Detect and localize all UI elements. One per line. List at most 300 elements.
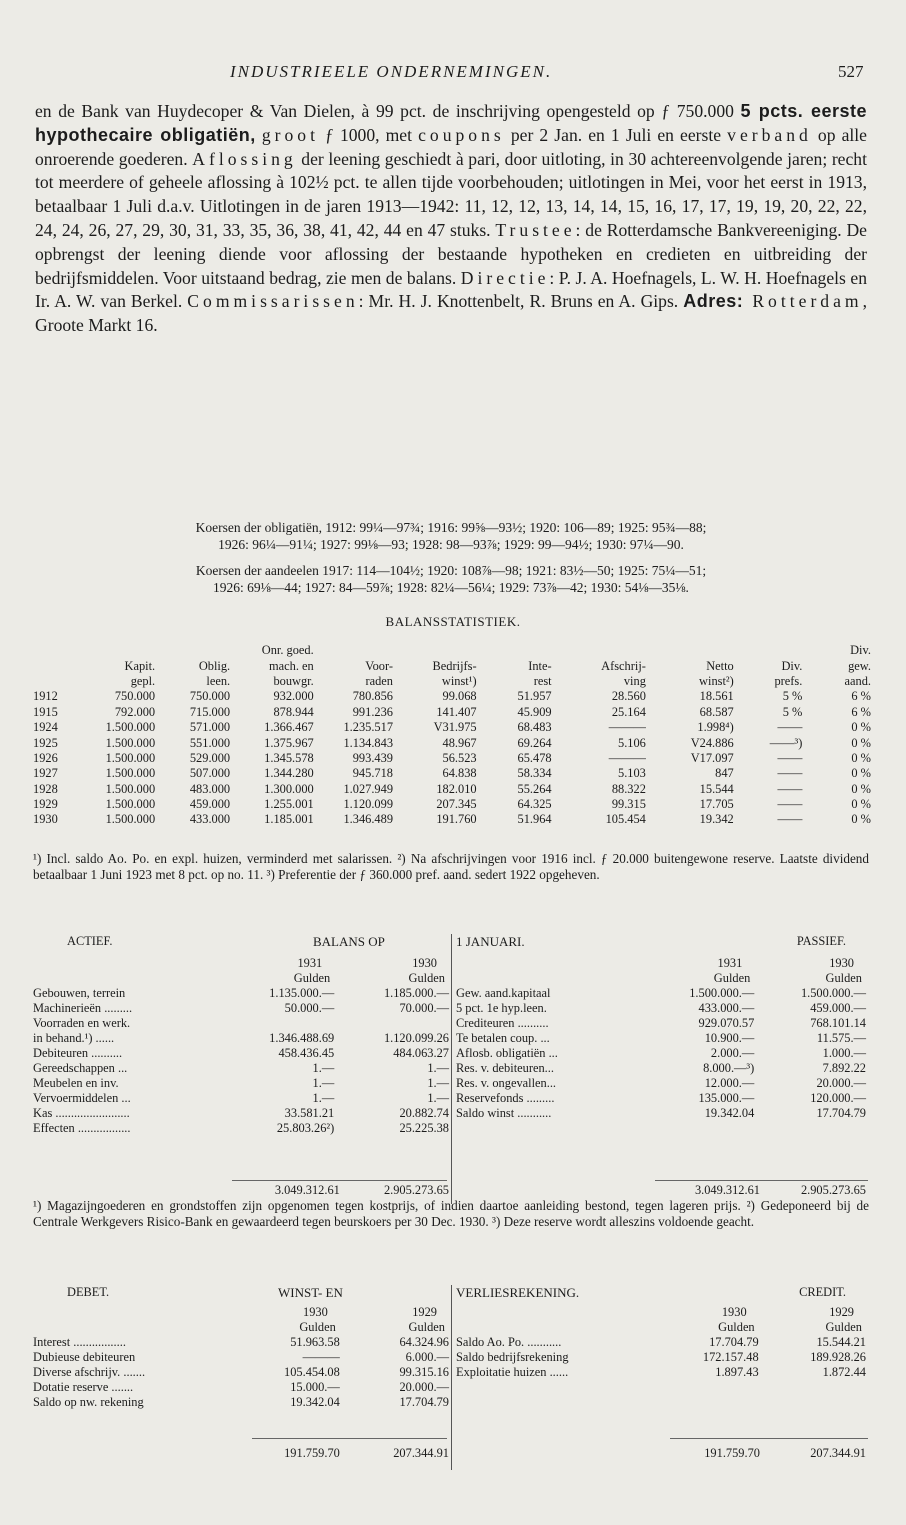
account-amount: 1.— (312, 1091, 335, 1105)
account-row (456, 1001, 866, 1016)
account-amount: 1.185.000.— (383, 986, 449, 1000)
debet-table (33, 1305, 449, 1410)
total-cell: 207.344.91 (393, 1446, 449, 1460)
account-row (456, 1016, 866, 1031)
stat-header-row (33, 643, 871, 658)
account-amount: 15.000.— (290, 1380, 340, 1394)
account-label: Res. v. debiteuren... (456, 1061, 554, 1075)
account-row (33, 1031, 449, 1046)
stat-cell: 64.838 (442, 766, 477, 781)
stat-row (33, 720, 871, 735)
year-header (33, 1305, 241, 1320)
stat-cell: 191.760 (436, 812, 477, 827)
stat-cell: —— (777, 797, 803, 812)
stat-cell: 51.957 (517, 689, 552, 704)
year-header: 1930 (303, 1305, 328, 1319)
year-header: 1930 (721, 1305, 747, 1319)
account-amount: 484.063.27 (393, 1046, 449, 1060)
koersen-line: Koersen der obligatiën, 1912: 99¼—97¾; 1916: 99⅝—93½; 1920: 106—89; 1925: 95¾—88; (195, 520, 707, 535)
account-amount: 172.157.48 (702, 1350, 759, 1364)
koersen-line: 1926: 69⅛—44; 1927: 84—59⅞; 1928: 82¼—56¼; 1929: 73⅞—42; 1930: 54⅛—35⅛. (213, 580, 689, 595)
debet-total (33, 1446, 449, 1461)
stat-cell: V17.097 (690, 750, 734, 765)
account-label: Dotatie reserve ....... (33, 1380, 134, 1394)
year-header-row (456, 1305, 866, 1320)
stat-header-cell: rest (533, 673, 552, 688)
account-amount: 1.346.488.69 (269, 1031, 335, 1045)
unit-header (456, 1320, 657, 1335)
stat-year: 1927 (33, 766, 58, 781)
page-number: 527 (838, 62, 864, 81)
stat-cell: 1.500.000 (105, 750, 156, 765)
stat-header-cell: ving (623, 673, 646, 688)
account-amount: 1.135.000.— (269, 986, 335, 1000)
account-amount: 33.581.21 (284, 1106, 335, 1120)
stat-cell: 0 % (851, 797, 871, 812)
spaced-term: Trustee (495, 219, 576, 240)
account-amount: 7.892.22 (822, 1061, 866, 1075)
stat-header-cell (78, 643, 155, 658)
unit-header: Gulden (299, 1320, 336, 1334)
balansstatistiek-title: BALANSSTATISTIEK. (385, 614, 521, 629)
stat-cell: —— (777, 812, 803, 827)
account-amount: 1.— (427, 1076, 449, 1090)
stat-header-cell (155, 643, 230, 658)
unit-header (33, 1320, 241, 1335)
account-amount: 458.436.45 (278, 1046, 335, 1060)
account-row (33, 1091, 449, 1106)
actief-total (33, 1183, 449, 1198)
account-amount: 120.000.— (810, 1091, 866, 1105)
account-row (456, 986, 866, 1001)
stat-cell: 28.560 (611, 689, 646, 704)
account-label: Kas ........................ (33, 1106, 130, 1120)
stat-cell: 0 % (851, 781, 871, 796)
stat-cell: 780.856 (352, 689, 394, 704)
account-amount: 1.500.000.— (689, 986, 755, 1000)
account-label: Interest ................. (33, 1335, 126, 1349)
stat-header-cell: Onr. goed. (261, 643, 314, 658)
spaced-term: Commissarissen (187, 291, 359, 312)
stat-cell: 1.345.578 (264, 750, 314, 765)
stat-header-row (33, 658, 871, 673)
stat-cell: 529.000 (189, 750, 231, 765)
stat-cell: 1.300.000 (264, 781, 314, 796)
total-cell: 191.759.70 (704, 1446, 760, 1460)
account-row (33, 1335, 449, 1350)
unit-header (33, 971, 221, 986)
stat-cell: 0 % (851, 735, 871, 750)
account-label: Reservefonds ......... (456, 1091, 555, 1105)
unit-header-row (33, 971, 449, 986)
passief-label: PASSIEF. (796, 934, 846, 948)
account-amount: 15.544.21 (816, 1335, 866, 1349)
description-paragraph (35, 100, 867, 338)
year-header: 1931 (717, 956, 743, 970)
account-amount: 17.704.79 (816, 1106, 866, 1120)
account-row (33, 1001, 449, 1016)
passief-total (456, 1183, 866, 1198)
account-row (456, 1091, 866, 1106)
account-row (33, 1076, 449, 1091)
account-label: Gereedschappen ... (33, 1061, 128, 1075)
stat-header-cell (477, 643, 552, 658)
account-amount: 2.000.— (710, 1046, 755, 1060)
text-run: ƒ 750.000 (661, 101, 741, 121)
stat-cell: —— (777, 766, 803, 781)
stat-cell: 5.103 (618, 766, 646, 781)
account-amount: 459.000.— (810, 1001, 866, 1015)
debet-label: DEBET. (67, 1285, 110, 1299)
stat-cell: 551.000 (189, 735, 231, 750)
account-label: Debiteuren .......... (33, 1046, 123, 1060)
stat-header-cell: bouwgr. (273, 673, 314, 688)
stat-row (33, 766, 871, 781)
text-run: der leening geschiedt à pari, door uitloting, in 30 achtereenvolgende jaren; recht tot meerdere of geheele aflossing à 102½ pct. te allen tijde voorbehouden; uitlotingen in Mei, voor het eerst in 1913, betaalbaar 1 Juli d.a.v. Uitlotingen in de jaren 1913—1942: 11, 12, 12, 13, 14, 14, 15, 16, 17, 17, 19, 19, 20, 22, 22, 24, 24, 26, 27, 29, 30, 31, 33, 35, 36, 38, 41, 42, 44 en 47 stuks. (35, 148, 867, 240)
account-row (33, 1121, 449, 1136)
account-row (456, 1335, 866, 1350)
stat-cell: 1.500.000 (105, 812, 156, 827)
year-header (33, 956, 221, 971)
stat-cell: ——— (608, 750, 646, 765)
unit-header: Gulden (718, 1320, 755, 1334)
stat-header-cell: raden (365, 673, 394, 688)
stat-cell: 5 % (782, 689, 803, 704)
account-label: Exploitatie huizen ...... (456, 1365, 569, 1379)
stat-header-cell: Afschrij- (601, 658, 646, 673)
account-row (456, 1350, 866, 1365)
account-row (33, 1061, 449, 1076)
stat-header-cell (552, 643, 646, 658)
account-label: Aflosb. obligatiën ... (456, 1046, 558, 1060)
stat-cell: 1.185.001 (264, 812, 314, 827)
year-header: 1930 (829, 956, 854, 970)
company-description (35, 100, 867, 338)
unit-header-row (33, 1320, 449, 1335)
balans-title-left: BALANS OP (313, 934, 385, 949)
stat-cell: 1.500.000 (105, 766, 156, 781)
stat-cell: 991.236 (352, 704, 394, 719)
stat-cell: 715.000 (189, 704, 231, 719)
account-amount: 50.000.— (284, 1001, 335, 1015)
balans-notes: ¹) Magazijngoederen en grondstoffen zijn opgenomen tegen kostprijs, of indien daartoe aanleiding bestond, tegen lageren prijs. ²) Gedeponeerd bij de Centrale Werkgevers Risico-Bank en gewaardeerd tegen beurskoers per 30 Dec. 1930. ³) Deze reserve wordt alleszins voldoende geacht. (33, 1198, 869, 1229)
stat-cell: 18.561 (699, 689, 734, 704)
stat-header-cell (393, 643, 477, 658)
account-amount: 17.704.79 (399, 1395, 449, 1409)
stat-cell: 207.345 (436, 797, 477, 812)
account-amount: 1.— (427, 1091, 449, 1105)
actief-total-rule (232, 1180, 447, 1181)
account-row (33, 1106, 449, 1121)
account-row (33, 1395, 449, 1410)
account-amount: 189.928.26 (810, 1350, 866, 1364)
stat-cell: 17.705 (699, 797, 734, 812)
stat-cell: 507.000 (189, 766, 231, 781)
account-label: Effecten ................. (33, 1121, 131, 1135)
stat-cell: 55.264 (517, 781, 552, 796)
account-row (33, 1365, 449, 1380)
account-label: Saldo Ao. Po. ........... (456, 1335, 562, 1349)
balansstatistiek-table (33, 643, 871, 828)
account-amount: 8.000.—³) (703, 1061, 755, 1075)
stat-header-cell (734, 643, 803, 658)
balansstatistiek-notes: ¹) Incl. saldo Ao. Po. en expl. huizen, verminderd met salarissen. ²) Na afschrijvingen voor 1916 incl. ƒ 20.000 buitengewone reserve. Laatste dividend betaalbaar 1 Juni 1923 met 8 pct. op no. 11. ³) Preferentie der ƒ 360.000 pref. aand. sedert 1922 opgeheven. (33, 851, 869, 882)
account-amount: 105.454.08 (284, 1365, 340, 1379)
stat-row (33, 782, 871, 797)
text-run: ƒ 1000, met (318, 124, 419, 145)
account-row (456, 1106, 866, 1121)
stat-cell: 69.264 (517, 735, 552, 750)
year-header (456, 1305, 657, 1320)
account-amount: 19.342.04 (290, 1395, 340, 1409)
stat-row (33, 735, 871, 750)
unit-header (456, 971, 641, 986)
stat-cell: 6 % (851, 704, 871, 719)
stat-cell: 1.500.000 (105, 735, 156, 750)
stat-cell: 45.909 (517, 704, 552, 719)
koersen-line: 1926: 96¼—91¼; 1927: 99⅛—93; 1928: 98—93⅞; 1929: 99—94½; 1930: 97¼—90. (218, 537, 684, 552)
stat-cell: 5 % (782, 704, 803, 719)
stat-cell: 1.500.000 (105, 720, 156, 735)
account-amount: 99.315.16 (399, 1365, 449, 1379)
account-amount: 20.882.74 (399, 1106, 449, 1120)
unit-header: Gulden (408, 971, 445, 985)
stat-cell: 0 % (851, 750, 871, 765)
stat-cell: 993.439 (352, 750, 394, 765)
account-amount: 64.324.96 (399, 1335, 449, 1349)
stat-header-cell: aand. (844, 673, 871, 688)
account-row (456, 1031, 866, 1046)
stat-cell: 56.523 (442, 750, 477, 765)
stat-cell: 847 (715, 766, 734, 781)
winst-title-left: WINST- EN (278, 1285, 343, 1300)
text-run: : de Rotterdamsche Bankvereeniging. De opbrengst der leening diende voor aflossing der bestaande hypotheken en credieten en uitbreiding der bedrijfsmiddelen. Voor uitstaand bedrag, zie men de balans. (35, 219, 867, 288)
account-row (33, 1016, 449, 1031)
spaced-term: Directie (460, 267, 550, 288)
stat-cell: 68.483 (517, 720, 552, 735)
account-amount: 19.342.04 (704, 1106, 755, 1120)
account-label: Voorraden en werk. (33, 1016, 131, 1030)
account-amount: ——— (302, 1350, 340, 1364)
text-run: : P. J. A. Hoefnagels, L. W. H. Hoefnagels en Ir. A. W. van Berkel. (35, 267, 867, 312)
stat-header-cell: winst²) (699, 673, 734, 688)
account-amount: 1.500.000.— (800, 986, 866, 1000)
stat-cell: 1.027.949 (343, 781, 394, 796)
spaced-term: Rotterdam (743, 291, 863, 312)
stat-cell: 571.000 (189, 720, 231, 735)
stat-cell: 88.322 (611, 781, 646, 796)
running-title: INDUSTRIEELE ONDERNEMINGEN. (230, 62, 553, 81)
account-amount: 433.000.— (698, 1001, 755, 1015)
stat-cell: 15.544 (699, 781, 734, 796)
stat-cell: ——³) (769, 735, 803, 750)
stat-cell: 6 % (851, 689, 871, 704)
stat-cell: 58.334 (517, 766, 552, 781)
stat-cell: 750.000 (189, 689, 231, 704)
stat-cell: 1.500.000 (105, 797, 156, 812)
stat-cell: 932.000 (273, 689, 314, 704)
spaced-term: Aflossing (192, 148, 297, 169)
account-row (33, 1380, 449, 1395)
account-row (456, 1061, 866, 1076)
address-label: Adres: (683, 291, 744, 312)
account-amount: 1.872.44 (822, 1365, 866, 1379)
stat-header-cell: gepl. (130, 673, 156, 688)
account-amount: 25.803.26²) (276, 1121, 335, 1135)
account-amount: 768.101.14 (810, 1016, 866, 1030)
stat-header-cell: Voor- (365, 658, 394, 673)
account-label: Dubieuse debiteuren (33, 1350, 136, 1364)
account-amount: 1.— (427, 1061, 449, 1075)
balans-divider (451, 934, 452, 1204)
stat-row (33, 689, 871, 704)
year-header-row (33, 956, 449, 971)
stat-year: 1924 (33, 720, 58, 735)
stat-year: 1926 (33, 750, 58, 765)
stat-header-cell (646, 643, 734, 658)
stat-cell: 64.325 (517, 797, 552, 812)
stat-cell: 68.587 (699, 704, 734, 719)
stat-cell: 5.106 (618, 735, 646, 750)
account-row (33, 1046, 449, 1061)
year-header: 1929 (412, 1305, 437, 1319)
stat-header-cell: mach. en (268, 658, 314, 673)
account-amount: 20.000.— (399, 1380, 449, 1394)
actief-table (33, 956, 449, 1136)
stat-cell: 1.235.517 (343, 720, 394, 735)
actief-label: ACTIEF. (67, 934, 113, 948)
bond-title: 5 pcts. eerste hypothecaire obligatiën, (35, 101, 868, 145)
spaced-term: verband (727, 124, 812, 145)
account-amount: 12.000.— (704, 1076, 755, 1090)
stat-cell: 1.255.001 (264, 797, 314, 812)
stat-header-cell: Oblig. (198, 658, 231, 673)
stat-cell: —— (777, 750, 803, 765)
account-label: Diverse afschrijv. ....... (33, 1365, 146, 1379)
account-amount: 6.000.— (405, 1350, 449, 1364)
stat-cell: 25.164 (611, 704, 646, 719)
stat-cell: 0 % (851, 766, 871, 781)
stat-header-cell (314, 643, 393, 658)
stat-year: 1930 (33, 812, 58, 827)
debet-total-rule (252, 1438, 447, 1439)
stat-header-cell: Bedrijfs- (432, 658, 477, 673)
year-header-row (33, 1305, 449, 1320)
unit-header: Gulden (825, 971, 862, 985)
stat-year: 1925 (33, 735, 58, 750)
stat-row (33, 705, 871, 720)
account-label: Vervoermiddelen ... (33, 1091, 131, 1105)
account-label: Te betalen coup. ... (456, 1031, 550, 1045)
stat-cell: 945.718 (352, 766, 394, 781)
account-amount: 1.— (312, 1076, 335, 1090)
winst-divider (451, 1285, 452, 1470)
page-header (0, 62, 906, 86)
passief-table (456, 956, 866, 1121)
stat-header-cell (33, 674, 78, 689)
stat-cell: 459.000 (189, 797, 231, 812)
total-cell: 3.049.312.61 (694, 1183, 760, 1197)
stat-cell: 99.315 (611, 797, 646, 812)
credit-total (456, 1446, 866, 1461)
stat-header-cell: winst¹) (441, 673, 477, 688)
koersen-line: Koersen der aandeelen 1917: 114—104½; 1920: 108⅞—98; 1921: 83½—50; 1925: 75¼—51; (195, 563, 707, 578)
unit-header-row (456, 971, 866, 986)
text-run: en de Bank van Huydecoper & Van Dielen, à 99 pct. de inschrijving opengesteld op (35, 101, 662, 121)
account-amount: 25.225.38 (399, 1121, 449, 1135)
stat-cell: 1.346.489 (343, 812, 394, 827)
account-label: Gew. aand.kapitaal (456, 986, 551, 1000)
account-label: in behand.¹) ...... (33, 1031, 115, 1045)
account-label: Machinerieën ......... (33, 1001, 133, 1015)
stat-cell: V31.975 (433, 720, 477, 735)
stat-cell: —— (777, 781, 803, 796)
stat-cell: 792.000 (114, 704, 156, 719)
account-amount: 51.963.58 (290, 1335, 340, 1349)
unit-header: Gulden (713, 971, 751, 985)
stat-header-row (33, 674, 871, 689)
year-header (456, 956, 641, 971)
account-amount: 929.070.57 (698, 1016, 755, 1030)
stat-header-cell: Kapit. (124, 658, 156, 673)
stat-header-cell: prefs. (774, 673, 803, 688)
account-amount: 20.000.— (816, 1076, 866, 1090)
stat-cell: 0 % (851, 812, 871, 827)
spaced-term: coupons (418, 124, 505, 145)
account-amount: 1.120.099.26 (383, 1031, 449, 1045)
account-label: Saldo op nw. rekening (33, 1395, 144, 1409)
stat-header-cell: gew. (848, 658, 871, 673)
text-run: op alle onroerende goederen. (35, 124, 867, 169)
account-row (456, 1076, 866, 1091)
account-amount: 11.575.— (816, 1031, 866, 1045)
year-header: 1930 (412, 956, 437, 970)
stat-cell: 141.407 (436, 704, 477, 719)
text-run: , Groote Markt 16. (35, 291, 867, 336)
unit-header: Gulden (408, 1320, 445, 1334)
credit-label: CREDIT. (799, 1285, 846, 1299)
account-label: 5 pct. 1e hyp.leen. (456, 1001, 547, 1015)
account-amount: 135.000.— (698, 1091, 755, 1105)
stat-header-cell (33, 658, 78, 673)
koersen-obligatien (35, 519, 867, 553)
stat-row (33, 812, 871, 827)
stat-cell: 1.134.843 (343, 735, 394, 750)
spaced-term: groot (261, 124, 319, 145)
credit-table (456, 1305, 866, 1380)
stat-header-cell: Div. (850, 643, 871, 658)
stat-cell: 99.068 (442, 689, 477, 704)
account-amount: 10.900.— (704, 1031, 755, 1045)
account-label: Meubelen en inv. (33, 1076, 119, 1090)
stat-header-cell: leen. (206, 673, 231, 688)
total-cell: 191.759.70 (284, 1446, 340, 1460)
stat-header-cell: Div. (781, 658, 803, 673)
total-cell: 207.344.91 (810, 1446, 866, 1460)
account-amount: 1.— (312, 1061, 335, 1075)
stat-cell: 48.967 (442, 735, 477, 750)
account-row (33, 1350, 449, 1365)
stat-cell: 433.000 (189, 812, 231, 827)
stat-cell: 1.998⁴) (697, 720, 734, 735)
stat-cell: 1.500.000 (105, 781, 156, 796)
stat-cell: 1.366.467 (264, 720, 314, 735)
unit-header: Gulden (825, 1320, 862, 1334)
year-header: 1929 (829, 1305, 854, 1319)
account-label: Crediteuren .......... (456, 1016, 549, 1030)
winst-title-right: VERLIESREKENING. (456, 1285, 580, 1300)
credit-total-rule (670, 1438, 868, 1439)
